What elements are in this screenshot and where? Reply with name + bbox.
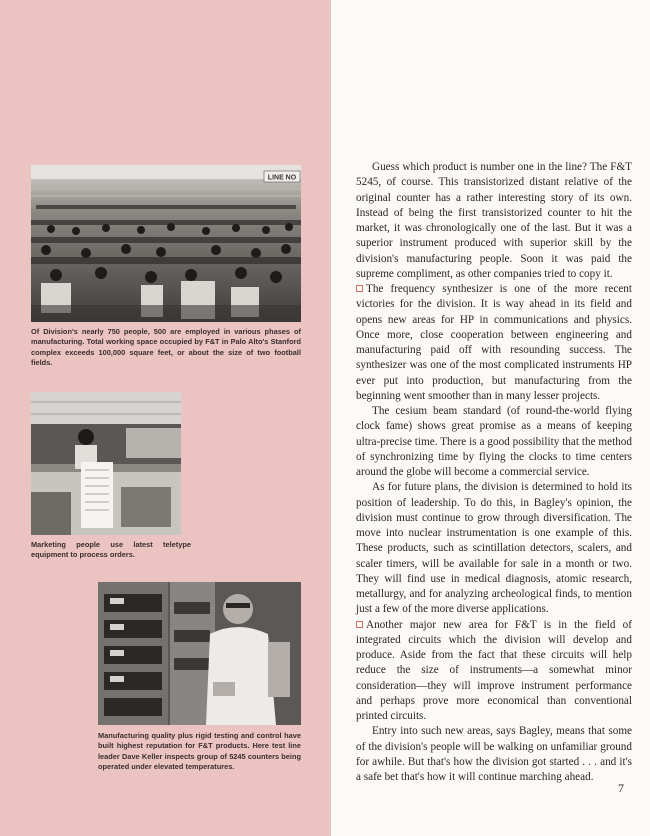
article-paragraph-text: Another major new area for F&T is in the field of integrated circuits which the division will develop and produce. Aside from the fact that these circuits will help reduce the size of instruments—a somewhat minor consideration—they will improve instrument performance and perhaps prove more economical than conventional printed circuits. bbox=[356, 618, 632, 722]
article-paragraph-bulleted bbox=[356, 282, 632, 404]
article-paragraph: Entry into such new areas, says Bagley, means that some of the division's people will be walking on unfamiliar ground for awhile. But that's how the division got started . . . and it's a safe bet that's how it will continue marching ahead. bbox=[356, 725, 632, 783]
factory-floor-photo bbox=[31, 165, 301, 322]
article-paragraph: Guess which product is number one in the line? The F&T 5245, of course. This transistorized distant relative of the original counter has a rather interesting story of its own. Instead of being the first transistorized counter to hit the market, it was chronologically one of the last. But it was a superior instrument produced with superior skill by the division's manufacturing people. Soon it was paid the supreme compliment, as other companies tried to copy it. bbox=[356, 161, 632, 280]
factory-floor-caption: Of Division's nearly 750 people, 500 are employed in various phases of manufacturing. Total working space occupied by F&T in Palo Alto's Stanford complex exceeds 100,000 square feet, or about the size of two football fields. bbox=[31, 327, 301, 368]
article-paragraph-bulleted bbox=[356, 618, 632, 725]
article-paragraph: The cesium beam standard (of round-the-world flying clock fame) shows great promise as a means of keeping ultra-precise time. There is a good possibility that the method of synchronizing time by flying the clocks to time centers around the globe will become a commercial service. bbox=[356, 405, 632, 478]
article-paragraph-text: The frequency synthesizer is one of the more recent victories for the division. It is way ahead in its field and opens new areas for HP in communications and physics. Once more, close cooperation between engineering and manufacturing paid off with resounding success. The synthesizer was one of the most complicated instruments HP ever put into production, but manufacturing from the beginning went smoother than in many lesser projects. bbox=[356, 283, 632, 402]
teletype-photo bbox=[31, 392, 181, 535]
square-bullet-icon bbox=[356, 285, 363, 292]
teletype-caption: Marketing people use latest teletype equipment to process orders. bbox=[31, 540, 191, 560]
line-sign-text: LINE NO bbox=[267, 174, 297, 182]
test-line-photo bbox=[98, 582, 301, 725]
square-bullet-icon bbox=[356, 621, 363, 628]
article-paragraph: As for future plans, the division is determined to hold its position of leadership. To do this, in Bagley's opinion, the division must continue to grow through diversification. The move into nuclear instrumentation is one example of this. These products, such as scintillation detectors, scalers, and scaler timers, will be available for sale in a month or two. They will find use in medical diagnosis, atomic research, metallurgy, and for analyzing archeological finds, to mention just a few of the more diverse applications. bbox=[356, 481, 632, 616]
article-body bbox=[356, 160, 632, 785]
test-line-caption: Manufacturing quality plus rigid testing and control have built highest reputation for F&T products. Here test line leader Dave Keller inspects group of 5245 counters being operated under elevated temperatures. bbox=[98, 731, 301, 772]
page-number: 7 bbox=[618, 781, 624, 795]
